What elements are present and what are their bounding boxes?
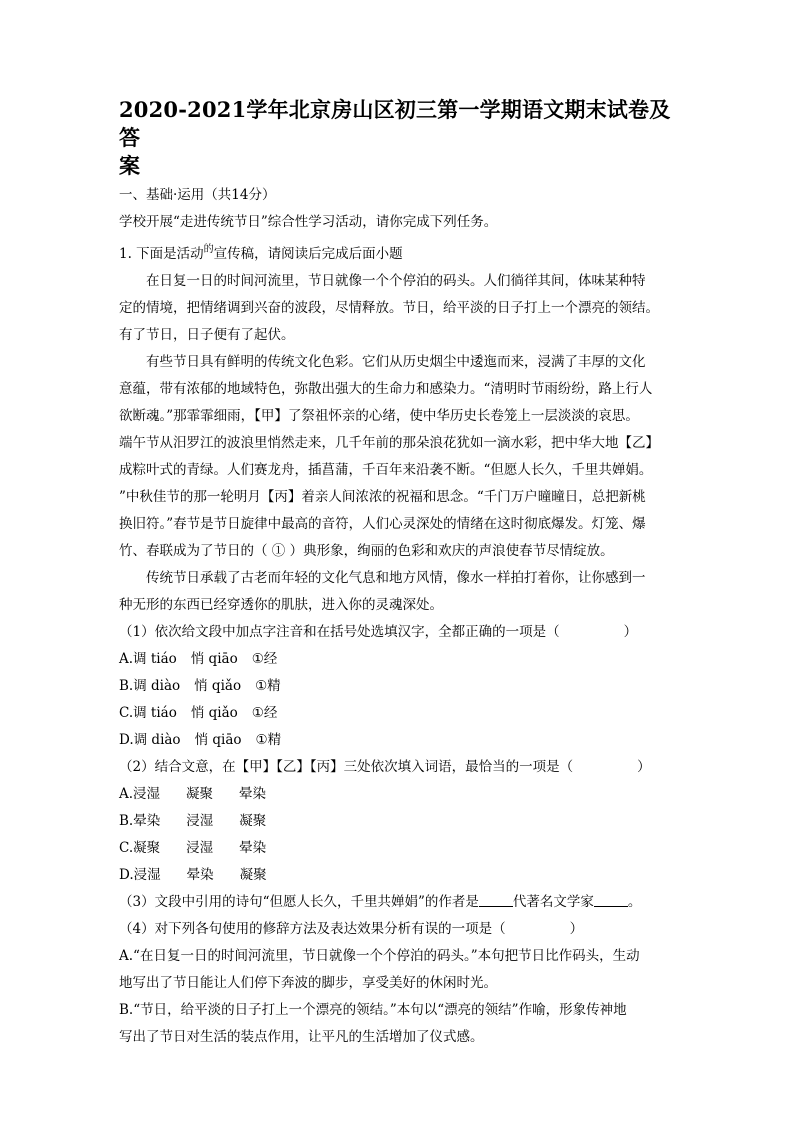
sub4-option-a (119, 943, 679, 997)
option-row (119, 727, 679, 754)
option-part: ①经 (251, 705, 278, 721)
option-line: 地写出了节日能让人们停下奔波的脚步，享受美好的休闲时光。 (119, 975, 497, 991)
sub4-option-b (119, 997, 679, 1051)
q1-head-b: 宣传稿，请阅读后完成后面小题 (213, 246, 403, 262)
option-part: 凝聚 (186, 786, 214, 802)
option-row (119, 862, 679, 889)
title-line-2: 案 (119, 153, 141, 178)
option-part: 晕染 (186, 867, 214, 883)
option-part: 凝聚 (239, 867, 267, 883)
option-row (119, 673, 679, 700)
option-row (119, 646, 679, 673)
option-part: 悄 qiǎo (190, 705, 238, 721)
passage-line: 竹、春联成为了节日的（ ① ）典形象，绚丽的色彩和欢庆的声浪使春节尽情绽放。 (119, 543, 614, 559)
option-part: 凝聚 (239, 813, 267, 829)
option-line: B.“节日，给平淡的日子打上一个漂亮的领结。”本句以“漂亮的领结”作喻，形象传神地 (119, 1002, 627, 1018)
passage-line: 定的情境，把情绪调到兴奋的波段，尽情释放。节日，给平淡的日子打上一个漂亮的领结。 (119, 300, 659, 316)
fill-blank[interactable] (594, 894, 628, 907)
fill-blank[interactable] (479, 894, 513, 907)
option-part: A.浸湿 (119, 786, 161, 802)
option-row (119, 700, 679, 727)
sub2-stem-b: ） (637, 759, 651, 775)
sub3-b: 代著名文学家 (512, 894, 594, 910)
sub-question-4-stem (119, 916, 679, 943)
passage-line: 端午节从汨罗江的波浪里悄然走来，几千年前的那朵浪花犹如一滴水彩，把中华大地【乙】 (119, 435, 659, 451)
option-line: A.“在日复一日的时间河流里，节日就像一个个停泊的码头。”本句把节日比作码头，生动 (119, 948, 640, 964)
sub4-stem-a: （4）对下列各句使用的修辞方法及表达效果分析有误的一项是（ (119, 921, 506, 937)
option-part: D.调 diào (119, 732, 181, 748)
sub-question-1-stem (119, 619, 679, 646)
passage-paragraph-3 (119, 565, 679, 619)
option-part: B.调 diào (119, 678, 181, 694)
passage-line: 传统节日承载了古老而年轻的文化气息和地方风情，像水一样拍打着你，让你感到一 (146, 570, 646, 586)
sub1-stem-b: ） (623, 624, 638, 640)
sub-question-3 (119, 889, 679, 916)
question-1-heading (119, 236, 679, 268)
option-part: 悄 qiāo (194, 732, 242, 748)
option-row (119, 835, 679, 862)
title-line-1: 2020-2021学年北京房山区初三第一学期语文期末试卷及答 (119, 97, 671, 150)
option-part: 浸湿 (186, 840, 214, 856)
passage-line: 换旧符。”春节是节日旋律中最高的音符，人们心灵深处的情绪在这时彻底爆发。灯笼、爆 (119, 516, 646, 532)
option-part: 晕染 (239, 786, 267, 802)
passage-line: 有了节日，日子便有了起伏。 (119, 327, 295, 343)
sub2-stem-a: （2）结合文意，在【甲】【乙】【丙】三处依次填入词语，最恰当的一项是（ (119, 759, 574, 775)
option-part: 悄 qiǎo (194, 678, 242, 694)
section-heading: 一、基础·运用（共14分） (119, 187, 276, 203)
q1-head-a: 1. 下面是活动 (119, 246, 204, 262)
passage-paragraph-2 (119, 349, 679, 565)
option-part: 浸湿 (186, 813, 214, 829)
passage-line: 种无形的东西已经穿透你的肌肤，进入你的灵魂深处。 (119, 597, 443, 613)
sub4-stem-b: ） (569, 921, 584, 937)
option-row (119, 781, 679, 808)
option-part: 悄 qiāo (190, 651, 238, 667)
option-part: ①精 (255, 732, 282, 748)
option-part: B.晕染 (119, 813, 161, 829)
option-row (119, 808, 679, 835)
passage-line: 在日复一日的时间河流里，节日就像一个个停泊的码头。人们徜徉其间，体味某种特 (146, 273, 646, 289)
sub3-c: 。 (627, 894, 642, 910)
option-part: 晕染 (239, 840, 267, 856)
intro-text: 学校开展“走进传统节日”综合性学习活动，请你完成下列任务。 (119, 214, 498, 230)
document-title (119, 96, 679, 180)
passage-line: 欲断魂。”那霏霏细雨，【甲】了祭祖怀亲的心绪，使中华历史长卷笼上一层淡淡的哀思。 (119, 408, 639, 424)
passage-line: 成粽叶式的青绿。人们赛龙舟，插菖蒲，千百年来沿袭不断。“但愿人长久，千里共婵娟。 (119, 462, 653, 478)
option-part: C.凝聚 (119, 840, 161, 856)
passage-paragraph-1 (119, 268, 679, 349)
sub-question-2-stem (119, 754, 679, 781)
option-part: D.浸湿 (119, 867, 161, 883)
passage-line: ”中秋佳节的那一轮明月【丙】着亲人间浓浓的祝福和思念。“千门万户曈曈日，总把新桃 (119, 489, 646, 505)
option-part: ①精 (255, 678, 281, 694)
option-part: A.调 tiáo (119, 651, 177, 667)
sub3-a: （3）文段中引用的诗句“但愿人长久，千里共婵娟”的作者是 (119, 894, 479, 910)
option-part: ①经 (251, 651, 278, 667)
option-line: 写出了节日对生活的装点作用，让平凡的生活增加了仪式感。 (119, 1029, 484, 1045)
sub1-stem-a: （1）依次给文段中加点字注音和在括号处选填汉字，全都正确的一项是（ (119, 624, 560, 640)
option-part: C.调 tiáo (119, 705, 177, 721)
q1-head-sup: 的 (203, 244, 214, 255)
exam-page (119, 96, 679, 1051)
passage-line: 意蕴，带有浓郁的地域特色，弥散出强大的生命力和感染力。“清明时节雨纷纷，路上行人 (119, 381, 653, 397)
passage-line: 有些节日具有鲜明的传统文化色彩。它们从历史烟尘中逶迤而来，浸满了丰厚的文化 (146, 354, 646, 370)
